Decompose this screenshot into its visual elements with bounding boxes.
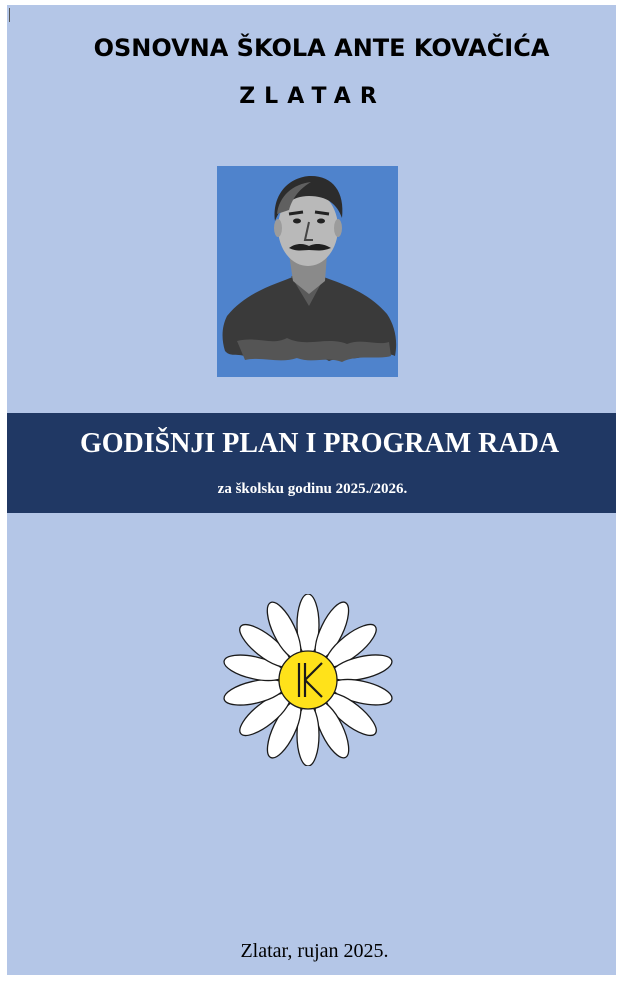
portrait-image <box>217 166 398 377</box>
document-subtitle: za školsku godinu 2025./2026. <box>217 481 408 497</box>
town-name: ZLATAR <box>239 84 386 109</box>
text-cursor <box>9 8 10 22</box>
place-and-date: Zlatar, rujan 2025. <box>240 940 389 962</box>
school-name: OSNOVNA ŠKOLA ANTE KOVAČIĆA <box>93 34 550 62</box>
document-title: GODIŠNJI PLAN I PROGRAM RADA <box>79 428 560 459</box>
school-logo <box>218 594 398 766</box>
daisy-logo-icon <box>218 594 398 766</box>
portrait-drawing <box>217 166 398 377</box>
